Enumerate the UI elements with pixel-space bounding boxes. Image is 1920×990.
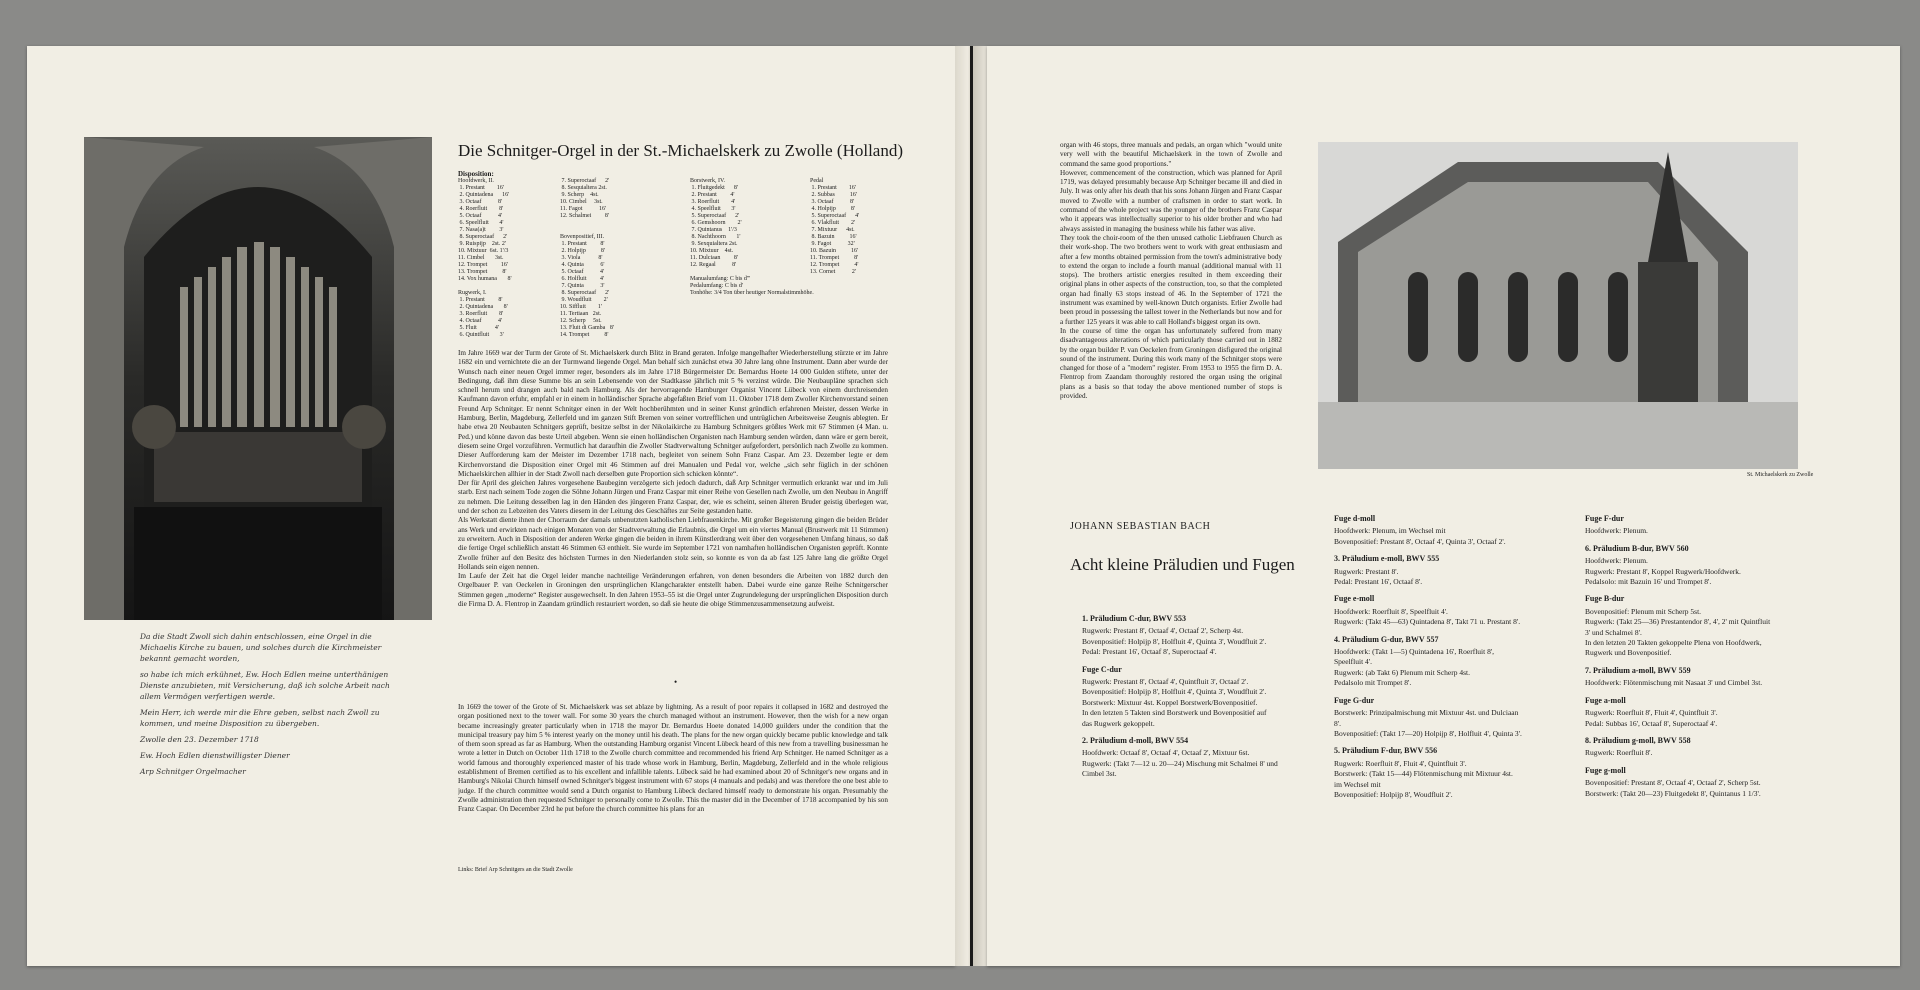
piece-block — [1334, 635, 1522, 689]
spine — [955, 46, 987, 966]
disposition-column: Pedal 1. Prestant 16' 2. Subbas 16' 3. Octaaf 8' 4. Holpijp 8' 5. Superoctaaf 4' 6. Vlakfluit 2' 7. Mixtuur 4st. 8. Bazuin 16' 9. Fagot 32' 10. Bazuin 16' 11. Trompet 8' 12. Trompet 4' 13. Cornet 2' — [810, 178, 860, 275]
registration-line: Bovenpositief: Holpijp 8', Holfluit 4', Quinta 3', Woudfluit 2'. — [1082, 636, 1267, 646]
piece-heading: Fuge d-moll — [1334, 514, 1376, 523]
registration-line: Pedal: Prestant 16', Octaaf 8', Superoctaaf 4'. — [1082, 647, 1217, 657]
piece-heading: 4. Präludium G-dur, BWV 557 — [1334, 634, 1439, 644]
registration-line: Pedalsolo: mit Bazuin 16' und Trompet 8'. — [1585, 577, 1712, 587]
registration-column-3 — [1573, 514, 1775, 806]
piece-heading: Fuge B-dur — [1585, 594, 1625, 604]
church-photo-caption: St. Michaelskerk zu Zwolle — [1747, 472, 1814, 478]
registration-line: Hoofdwerk: Roerfluit 8', Speelfluit 4'. — [1334, 606, 1448, 616]
letter-line: Da die Stadt Zwoll sich dahin entschlossen, eine Orgel in die Michaelis Kirche zu bauen, und solches durch die Kirchmeister bekannt gemacht worden, — [140, 632, 382, 663]
english-text-continued: organ with 46 stops, three manuals and pedals, an organ which "would unite very well with the beautiful Michaelskerk in the town of Zwolle and command the same good proportions." However, commencement of the construction, which was planned for April 1719, was delayed presumably because Arp Schnitger became ill and died in July. It was only after his death that his sons Johann Jürgen and Franz Caspar moved to Zwolle with a number of craftsmen in order to start work. In command of the whole project was the younger of the brothers Franz Caspar who it appears was intellectually superior to his older brother and who had always assisted in managing the business while his father was alive. They took the choir-room of the then unused catholic Liebfrauen Church as their work-shop. The two brothers went to work with great enthusiasm and after a few months obtained permission from the town's administrative body to extend the organ to include a fourth manual (additional manual with 11 stops). The brothers artistic energies resulted in them exceeding their original plans in other aspects of the construction, too, so that the completed organ had finally 63 stops instead of 46. In the September of 1721 the instrument was examined by well-known Dutch organists. Erlier Zwolle had been proud in possessing the tallest tower in the Netherlands but now and for a further 125 years it was able to call Holland's biggest organ its own. In the course of time the organ has unfortunately suffered from many disadvantageous alterations of which particularly those carried out in 1882 by the organ builder P. van Oeckelen from Groningen disfigured the original sound of the instrument. During this work many of the Schnitger stops were changed for those of a "modern" register. From 1953 to 1955 the firm D. A. Flentrop from Zaandam thoroughly restored the organ using the original plans as a basis so that today the above mentioned number of stops is provided. — [1060, 141, 1282, 401]
handwritten-letter — [140, 631, 400, 861]
registration-line: Bovenpositief: Prestant 8', Octaaf 4', Quinta 3', Octaaf 2'. — [1334, 536, 1506, 546]
registration-line: Hoofdwerk: Flötenmischung mit Nasaat 3' und Cimbel 3st. — [1585, 678, 1763, 688]
piece-block — [1585, 666, 1775, 689]
piece-block — [1334, 514, 1522, 547]
registration-line: Rugwerk: (Takt 45—63) Quintadena 8', Takt 71 u. Prestant 8'. — [1334, 617, 1521, 627]
registration-column-2 — [1322, 514, 1522, 807]
registration-line: Rugwerk: Roerfluit 8'. — [1585, 748, 1653, 758]
letter-line: so habe ich mich erkühnet, Ew. Hoch Edlen meine unterthänigen Dienste anzubieten, mit Versicherung, daß ich solche Arbeit nach allem Vermögen verfertigen werde. — [140, 670, 390, 701]
registration-line: Rugwerk: (ab Takt 6) Plenum mit Scherp 4st. — [1334, 667, 1470, 677]
piece-block — [1334, 554, 1522, 587]
piece-block — [1082, 614, 1278, 658]
piece-block — [1585, 514, 1775, 537]
registration-line: Bovenpositief: (Takt 17—20) Holpijp 8', Holfluit 4', Quinta 3'. — [1334, 728, 1522, 738]
piece-heading: 3. Präludium e-moll, BWV 555 — [1334, 554, 1440, 564]
registration-line: Rugwerk: (Takt 25—36) Prestantendor 8', 4', 2' mit Quintfluit 3' und Schalmei 8'. — [1585, 617, 1771, 637]
piece-heading: 1. Präludium C-dur, BWV 553 — [1082, 614, 1187, 623]
letter-line: Mein Herr, ich werde mir die Ehre geben, selbst nach Zwoll zu kommen, und meine Disposition zu übergeben. — [140, 708, 380, 728]
piece-block — [1585, 594, 1775, 658]
church-photo — [1318, 142, 1798, 469]
separator-dot: • — [674, 677, 678, 687]
piece-block — [1585, 736, 1775, 759]
registration-line: Bovenpositief: Plenum mit Scherp 5st. — [1585, 606, 1702, 616]
piece-heading: Fuge F-dur — [1585, 514, 1624, 523]
registration-line: Hoofdwerk: Plenum. — [1585, 556, 1648, 566]
piece-block — [1334, 696, 1522, 740]
registration-line: Rugwerk: Prestant 8', Koppel Rugwerk/Hoofdwerk. — [1585, 566, 1741, 576]
letter-line: Arp Schnitger Orgelmacher — [140, 767, 246, 776]
piece-heading: 7. Präludium a-moll, BWV 559 — [1585, 665, 1691, 675]
piece-block — [1082, 665, 1278, 729]
piece-heading: Fuge G-dur — [1334, 695, 1375, 705]
page-title: Die Schnitger-Orgel in der St.-Michaelskerk zu Zwolle (Holland) — [458, 141, 903, 160]
composer-name: JOHANN SEBASTIAN BACH — [1070, 521, 1211, 532]
registration-line: Pedal: Subbas 16', Octaaf 8', Superoctaaf 4'. — [1585, 718, 1718, 728]
piece-heading: 2. Präludium d-moll, BWV 554 — [1082, 736, 1189, 746]
registration-line: Rugwerk: Roerfluit 8', Fluit 4', Quintfluit 3'. — [1334, 758, 1467, 768]
registration-line: Rugwerk: (Takt 7—12 u. 20—24) Mischung mit Schalmei 8' und Cimbel 3st. — [1082, 758, 1278, 779]
german-text: Im Jahre 1669 war der Turm der Grote of St. Michaelskerk durch Blitz in Brand geraten. Infolge mangelhafter Wiederherstellung stürzte er im Jahre 1682 ein und vernichtete die an der Turmwand liegende Orgel. Man behalf sich zunächst etwa 30 Jahre lang ohne Instrument. Dann aber wurde der Wunsch nach einer neuen Orgel immer reger, besonders als im Jahre 1718 Bürgermeister Dr. Bernardus Hoete 14 000 Gulden stiftete, unter der Bedingung, daß ihm diese Summe bis an sein Lebensende von der Stadtkasse jährlich mit 5 % verzinst würde. Die Neubaupläne sprachen sich schnell herum und drangen auch bald nach Hamburg. Als der hervorragende Hamburger Organist Vincent Lübeck von einem durchreisenden Kaufmann davon erfuhr, empfahl er in einem in holländischer Sprache abgefaßten Brief vom 11. Oktober 1718 dem Zwoller Kirchenvorstand seinen Freund Arp Schnitger. Er nennt Schnitger einen in der Welt hochberühmten und in seiner Kunst gründlich erfahrenen Meister, dessen Werke in Hamburg, Berlin, Magdeburg, Zellerfeld und im ganzen Stift Bremen von seiner vortrefflichen und untrüglichen Arbeitsweise Zeugnis ablegten. Er habe etwa 20 Neubauten Schnitgers geprüft, besitze selbst in der Nikolaikirche zu Hamburg Schnitgers größtes Werk mit 67 Stimmen (4 Man. u. Ped.) und könne davon das beste Urteil abgeben. Wenn sie einen holländischen Organisten nach Hamburg senden würden, dann wäre er gern bereit, diesem seine Orgel vorzuführen. Vermutlich hat daraufhin die Zwoller Stadtverwaltung Schnitger aufgefordert, persönlich nach Zwolle zu kommen. Dieser Aufforderung kam der Meister im Dezember 1718 nach, begleitet von seinem Sohn Franz Caspar. Am 23. Dezember legte er dem Kirchenvorstand die Disposition einer Orgel mit 46 Stimmen auf drei Manualen und Pedal vor, welche „sich sehr füglich in der schönen Michaelskirchen allhier in der Stadt Zwoll nach derselben gute Proportion sich schicken könnte“. Der für April des gleichen Jahres vorgesehene Baubeginn verzögerte sich jedoch dadurch, daß Arp Schnitger vermutlich erkrankt war und im Juli starb. Erst nach seinem Tode zogen die Söhne Johann Jürgen und Franz Caspar mit einer Reihe von Gesellen nach Zwolle, um den Neubau in Angriff zu nehmen. Die Leitung desselben lag in den Händen des jüngeren Franz Caspar, der, wie es scheint, seinen älteren Bruder geistig überlegen war, und der schon zu Lebzeiten des Vaters diesem in der Leitung des Geschäftes zur Seite gestanden hatte. Als Werkstatt diente ihnen der Chorraum der damals unbenutzten katholischen Liebfrauenkirche. Mit großer Begeisterung gingen die beiden Brüder ans Werk und erwirkten nach einigen Monaten von der Stadtverwaltung die Erlaubnis, die Orgel um ein viertes Manual (Brustwerk mit 11 Stimmen) zu erweitern. Auch in Disposition der anderen Werke gingen die beiden in ihrem Künstlerdrang weit über den vorgesehenen Umfang hinaus, so daß die fertige Orgel schließlich anstatt 46 Stimmen 63 enthielt. Sie wurde im September 1721 von namhaften holländischen Organisten geprüft. Konnte Zwolle früher auf den Besitz des höchsten Turmes in den Niederlanden stolz sein, so konnte es von da ab fast 125 Jahre lang die größte Orgel Hollands sein eigen nennen. Im Laufe der Zeit hat die Orgel leider manche nachteilige Veränderungen erfahren, von denen besonders die Arbeiten von 1882 durch den Orgelbauer P. van Oeckelen in Groningen den ursprünglichen Klangcharakter entstellt haben. Dabei wurde eine ganze Reihe Schnitgerscher Stimmen gegen „moderne“ Register ausgewechselt. In den Jahren 1953–55 ist die Orgel unter Zugrundelegung der ursprünglichen Disposition durch die Firma D. A. Flentrop in Zaandam gründlich restauriert worden, so daß sie heute die obige Stimmenzusammensetzung aufweist. — [458, 349, 888, 609]
piece-heading: Fuge C-dur — [1082, 664, 1122, 674]
disposition-heading: Disposition: — [458, 170, 494, 178]
piece-block — [1585, 696, 1775, 729]
english-text: In 1669 the tower of the Grote of St. Michaelskerk was set ablaze by lightning. As a result of poor repairs it collapsed in 1682 and destroyed the organ positioned next to the tower wall. For some 30 years the church managed without an instrument. However, then the wish for a new organ became increasingly greater particularly when in 1718 the mayor Dr. Bernardus Hoete donated 14,000 guilders under the condition that the municipal treasury pay him 5 % interest yearly on the money until his death. The plans for the new organ quickly became public knowledge and talk of them soon spread as far as Hamburg. When the outstanding Hamburg organist Vincent Lübeck heard of this new from a travelling businessman he wrote a letter in Dutch on October 11th 1718 to the Zwolle church committee and recommended his friend Arp Schnitger. He named Schnitger as a world famous and thoroughly experienced master of his trade whose work in Hamburg, Berlin, Magdeburg, Zellerfeld and in the whole religious establishment of Bremen certified as to his excellent and infallible talents. Lübeck said he had examined about 20 of Schnitger's new organs and in Hamburg's Nikolai Church himself owned Schnitger's biggest instrument with 67 stops (4 manuals and pedals) and was therefore the one best able to judge. If the church committee would send a Dutch organist to Hamburg Lübeck declared himself ready to demonstrate his organ. Presumably the Zwolle administration then requested Schnitger to personally come to Zwolle. This the master did in the December of 1718 accompanied by his son Franz Caspar. On December 23rd he put before the church committee his plans for an — [458, 703, 888, 814]
piece-heading: Fuge e-moll — [1334, 594, 1375, 604]
organ-photo — [84, 137, 432, 620]
piece-heading: Fuge g-moll — [1585, 765, 1626, 775]
registration-line: In den letzten 20 Takten gekoppelte Plena von Hoofdwerk, Rugwerk und Bovenpositief. — [1585, 638, 1762, 658]
piece-block — [1585, 544, 1775, 588]
registration-line: Hoofdwerk: Plenum. — [1585, 526, 1648, 536]
registration-line: Rugwerk: Prestant 8', Octaaf 4', Quintfluit 3', Octaaf 2'. — [1082, 677, 1249, 687]
piece-heading: 5. Präludium F-dur, BWV 556 — [1334, 746, 1438, 756]
registration-line: Bovenpositief: Holpijp 8', Woudfluit 2'. — [1334, 789, 1453, 799]
disposition-column: Hoofdwerk, II. 1. Prestant 16' 2. Quintadena 16' 3. Octaaf 8' 4. Roerfluit 8' 5. Octaaf 4' 6. Speelfluit 4' 7. Nasa(a)t 3' 8. Superoctaaf 2' 9. Ruispijp 2st. 2' 10. Mixtuur 6st. 1'/3 11. Cimbel 3st. 12. Trompet 16' 13. Trompet 8' 14. Vox humana 8' Rugwerk, I. 1. Prestant 8' 2. Quintadena 8' 3. Roerfluit 8' 4. Octaaf 4' 5. Fluit 4' 6. Quintfluit 3' — [458, 178, 512, 338]
piece-block — [1334, 594, 1522, 627]
registration-line: Pedalsolo mit Trompet 8'. — [1334, 678, 1412, 688]
registration-line: Borstwerk: (Takt 15—44) Flötenmischung mit Mixtuur 4st. im Wechsel mit — [1334, 769, 1513, 789]
registration-line: Borstwerk: Prinzipalmischung mit Mixtuur 4st. und Dulciaan 8'. — [1334, 708, 1519, 728]
registration-line: Bovenpositief: Prestant 8', Octaaf 4', Octaaf 2', Scherp 5st. — [1585, 778, 1761, 788]
registration-line: Rugwerk: Prestant 8', Octaaf 4', Octaaf 2', Scherp 4st. — [1082, 626, 1244, 636]
disposition-column: 7. Superoctaaf 2' 8. Sesquialtera 2st. 9. Scherp 4st. 10. Cimbel 3st. 11. Fagot 16' 12. Schalmei 8' Bovenpositief, III. 1. Prestant 8' 2. Holpijp 8' 3. Viola 8' 4. Quinta 6' 5. Octaaf 4' 6. Holfluit 4' 7. Quinta 3' 8. Superoctaaf 2' 9. Woudfluit 2' 10. Siffluit 1' 11. Tertiaan 2st. 12. Scherp 5st. 13. Fluit di Gamba 8' 14. Trompet 8' — [560, 178, 614, 338]
letter-line: Ew. Hoch Edlen dienstwilligster Diener — [140, 751, 290, 760]
piece-block — [1585, 766, 1775, 799]
registration-line: Pedal: Prestant 16', Octaaf 8'. — [1334, 577, 1423, 587]
piece-heading: 8. Präludium g-moll, BWV 558 — [1585, 735, 1691, 745]
piece-heading: Fuge a-moll — [1585, 695, 1626, 705]
registration-line: Rugwerk: Roerfluit 8', Fluit 4', Quintfluit 3'. — [1585, 708, 1718, 718]
registration-line: Bovenpositief: Holpijp 8', Holfluit 4', Quinta 3', Woudfluit 2'. — [1082, 687, 1267, 697]
registration-line: Borstwerk: (Takt 20—23) Fluitgedekt 8', Quintanus 1 1/3'. — [1585, 788, 1761, 798]
registration-line: In den letzten 5 Takten sind Borstwerk und Bovenpositief auf das Rugwerk gekoppelt. — [1082, 708, 1267, 728]
registration-line: Hoofdwerk: Plenum, im Wechsel mit — [1334, 526, 1446, 536]
work-title: Acht kleine Präludien und Fugen — [1070, 555, 1295, 574]
registration-line: Rugwerk: Prestant 8'. — [1334, 566, 1399, 576]
piece-block — [1082, 736, 1278, 780]
piece-heading: 6. Präludium B-dur, BWV 560 — [1585, 543, 1689, 553]
letter-caption: Links: Brief Arp Schnitgers an die Stadt Zwolle — [458, 867, 573, 873]
registration-line: Hoofdwerk: Octaaf 8', Octaaf 4', Octaaf 2', Mixtuur 6st. — [1082, 748, 1250, 758]
disposition-column: Borstwerk, IV. 1. Fluitgedekt 8' 2. Prestant 4' 3. Roerfluit 4' 4. Speelfluit 3' 5. Superoctaaf 2' 6. Gemshoorn 2' 7. Quintanus 1'/3 8. Nachthoorn 1' 9. Sexquialtera 2st. 10. Mixtuur 4st. 11. Dulciaan 8' 12. Regaal 8' Manualumfang: C bis d''' Pedalumfang: C bis d' Tonhöhe: 3/4 Ton über heutiger Normalstimmhöhe. — [690, 178, 814, 296]
registration-column-1 — [1070, 614, 1278, 787]
piece-block — [1334, 746, 1522, 800]
letter-line: Zwolle den 23. Dezember 1718 — [140, 735, 259, 744]
registration-line: Borstwerk: Mixtuur 4st. Koppel Borstwerk/Bovenpositief. — [1082, 697, 1258, 707]
registration-line: Hoofdwerk: (Takt 1—5) Quintadena 16', Roerfluit 8', Speelfluit 4'. — [1334, 647, 1495, 667]
